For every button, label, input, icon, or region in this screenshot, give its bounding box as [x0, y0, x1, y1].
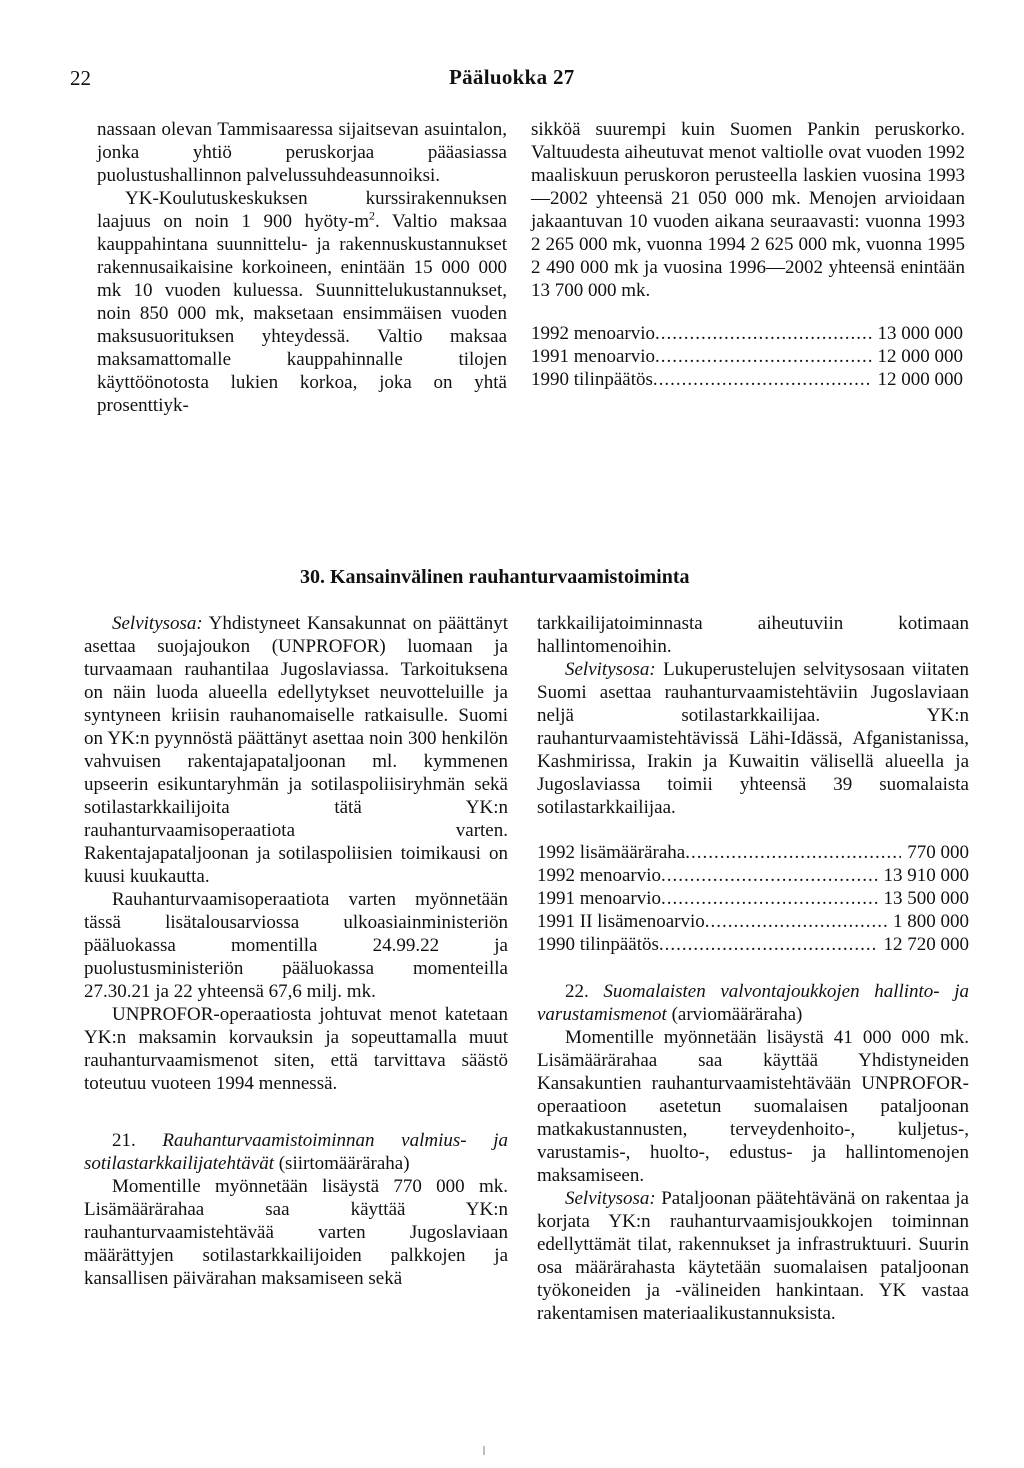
budget-value: 770 000 — [907, 842, 969, 863]
budget-row — [537, 910, 969, 933]
item-type: (siirtomääräraha) — [273, 1153, 410, 1174]
paragraph: sikköä suurempi kuin Suomen Pankin peruskorko. Valtuudesta aiheutuvat menot valtiolle ovat vuoden 1992 maaliskuun peruskoron perusteella laskien vuosina 1993—2002 yhteensä 21 050 000 mk. Menojen arvioidaan jakaantuvan 10 vuoden aikana seuraavasti: vuonna 1993 2 265 000 mk, vuonna 1994 2 625 000 mk, vuonna 1995 2 490 000 mk ja vuosina 1996—2002 yhteensä enintään 13 700 000 mk. — [531, 119, 965, 301]
leader-dots — [655, 345, 871, 368]
budget-value: 13 910 000 — [883, 865, 969, 886]
item-title: Rauhanturvaamistoiminnan valmius- ja sotilastarkkailijatehtävät — [84, 1130, 508, 1174]
top-left-column — [97, 118, 507, 417]
page-header: Pääluokka 27 — [449, 65, 575, 89]
leader-dots — [661, 864, 877, 887]
text: YK-Koulutuskeskuksen kurssirakennuksen laajuus on noin 1 900 hyöty-m — [97, 188, 507, 232]
leader-dots — [685, 841, 901, 864]
paragraph: nassaan olevan Tammisaaressa sijaitsevan asuintalon, jonka yhtiö peruskorjaa pääasiassa puolustushallinnon palvelussuhdeasunnoiksi. — [97, 119, 507, 186]
item-number: 21. — [112, 1130, 136, 1151]
budget-label: 1991 menoarvio — [537, 888, 662, 909]
budget-table — [537, 841, 969, 956]
text: Yhdistyneet Kansakunnat on päättänyt asettaa suojajoukon (UNPROFOR) luomaan ja turvaamaan rauhantilaa Jugoslaviassa. Tarkoituksena on näin luoda alueella edellytykset neuvotteluille ja syntyneen kriisin rauhanomaiselle ratkaisulle. Suomi on YK:n pyynnöstä päättänyt asettaa noin 300 henkilön vahvuisen rakentajapataljoonan ml. kymmenen upseerin esikuntaryhmän ja sotilaspoliisiryhmän sekä sotilastarkkailijoita tätä YK:n rauhanturvaamisoperaatiota varten. Rakentajapataljoonan ja sotilaspoliisien toimikausi on kuusi kuukautta. — [84, 613, 508, 887]
budget-label: 1992 menoarvio — [531, 323, 656, 344]
budget-row — [537, 887, 969, 910]
budget-value: 13 500 000 — [883, 888, 969, 909]
paragraph — [97, 187, 507, 417]
item-type: (arviomääräraha) — [666, 1004, 803, 1025]
section-title: Kansainvälinen rauhanturvaamistoiminta — [330, 566, 690, 588]
selvitysosa-label: Selvitysosa: — [565, 659, 656, 680]
budget-label: 1992 lisämääräraha — [537, 842, 686, 863]
leader-dots — [655, 322, 871, 345]
budget-row — [531, 368, 963, 391]
selvitysosa-label: Selvitysosa: — [112, 613, 203, 634]
top-right-column — [531, 118, 965, 391]
leader-dots — [661, 887, 877, 910]
leader-dots — [705, 910, 887, 933]
text: Lukuperustelujen selvitysosaan viitaten Suomi asettaa rauhanturvaamistehtäviin Jugoslaviaan neljä sotilastarkkailijaa. YK:n rauhanturvaamistehtävissä Lähi-Idässä, Afganistanissa, Kashmirissa, Irakin ja Kuwaitin välisellä alueella ja Jugoslaviassa toimii yhteensä 39 suomalaista sotilastarkkailijaa. — [537, 659, 969, 818]
right-column — [537, 612, 969, 1325]
budget-value: 12 000 000 — [877, 346, 963, 367]
leader-dots — [659, 933, 878, 956]
budget-label: 1990 tilinpäätös — [531, 369, 653, 390]
budget-row — [531, 322, 963, 345]
budget-label: 1991 menoarvio — [531, 346, 656, 367]
item-title: Suomalaisten valvontajoukkojen hallinto- ja varustamismenot — [537, 981, 969, 1025]
section-heading — [300, 566, 690, 589]
text: . Valtio maksaa kauppahintana suunnittelu- ja rakennuskustannukset rakennusaikaisine korkoineen, enintään 15 000 000 mk 10 vuoden kuluessa. Suunnittelukustannukset, noin 850 000 mk, maksetaan ensimmäisen vuoden maksusuorituksen yhteydessä. Valtio maksaa maksamattomalle kauppahinnalle tilojen käyttöönotosta lukien korkoa, joka on yhtä prosenttiyk- — [97, 211, 508, 416]
budget-value: 12 720 000 — [883, 934, 969, 955]
section-number: 30. — [300, 566, 325, 588]
paragraph — [84, 612, 508, 888]
budget-row — [537, 864, 969, 887]
budget-value: 1 800 000 — [893, 911, 969, 932]
budget-row — [537, 841, 969, 864]
budget-label: 1990 tilinpäätös — [537, 934, 659, 955]
item-21-heading — [84, 1129, 508, 1175]
budget-row — [531, 345, 963, 368]
paragraph: UNPROFOR-operaatiosta johtuvat menot katetaan YK:n maksamin korvauksin ja sopeuttamalla muut rauhanturvaamismenot siten, että tarvittava säästö toteutuu vuoteen 1994 mennessä. — [84, 1004, 508, 1094]
budget-label: 1992 menoarvio — [537, 865, 662, 886]
paragraph: Rauhanturvaamisoperaatiota varten myönnetään tässä lisätalousarviossa ulkoasiainministeriön pääluokassa momentilla 24.99.22 ja puolustusministeriön pääluokassa momenteilla 27.30.21 ja 22 yhteensä 67,6 milj. mk. — [84, 889, 508, 1002]
paragraph — [537, 1187, 969, 1325]
paragraph: Momentille myönnetään lisäystä 41 000 000 mk. Lisämäärärahaa saa käyttää Yhdistyneiden Kansakuntien rauhanturvaamistehtävään UNPROFOR-operaatioon asetetun suomalaisen pataljoonan matkakustannusten, terveydenhoito-, kuljetus-, varustamis-, huolto-, edustus- ja hallintomenojen maksamiseen. — [537, 1027, 969, 1186]
paragraph: tarkkailijatoiminnasta aiheutuviin kotimaan hallintomenoihin. — [537, 613, 969, 657]
superscript: 2 — [369, 208, 376, 223]
budget-row — [537, 933, 969, 956]
budget-value: 13 000 000 — [877, 323, 963, 344]
item-number: 22. — [565, 981, 589, 1002]
selvitysosa-label: Selvitysosa: — [565, 1188, 656, 1209]
leader-dots — [653, 368, 872, 391]
item-22-heading — [537, 980, 969, 1026]
paragraph — [537, 658, 969, 819]
budget-table — [531, 322, 963, 391]
page-number: 22 — [70, 66, 91, 90]
budget-label: 1991 II lisämenoarvio — [537, 911, 705, 932]
text: Pataljoonan päätehtävänä on rakentaa ja korjata YK:n rauhanturvaamisjoukkojen toiminnan edellyttämät tilat, rakennukset ja infrastruktuuri. Suurin osa määrärahasta käytetään suomalaisen pataljoonan työkoneiden ja -välineiden hankintaan. YK vastaa rakentamisen materiaalikustannuksista. — [537, 1188, 969, 1324]
scan-mark — [483, 1446, 485, 1455]
budget-value: 12 000 000 — [877, 369, 963, 390]
paragraph: Momentille myönnetään lisäystä 770 000 mk. Lisämäärärahaa saa käyttää YK:n rauhanturvaamistehtävää varten Jugoslaviaan määrättyjen sotilastarkkailijoiden palkkojen ja kansallisen päivärahan maksamiseen sekä — [84, 1176, 508, 1289]
left-column — [84, 612, 508, 1290]
